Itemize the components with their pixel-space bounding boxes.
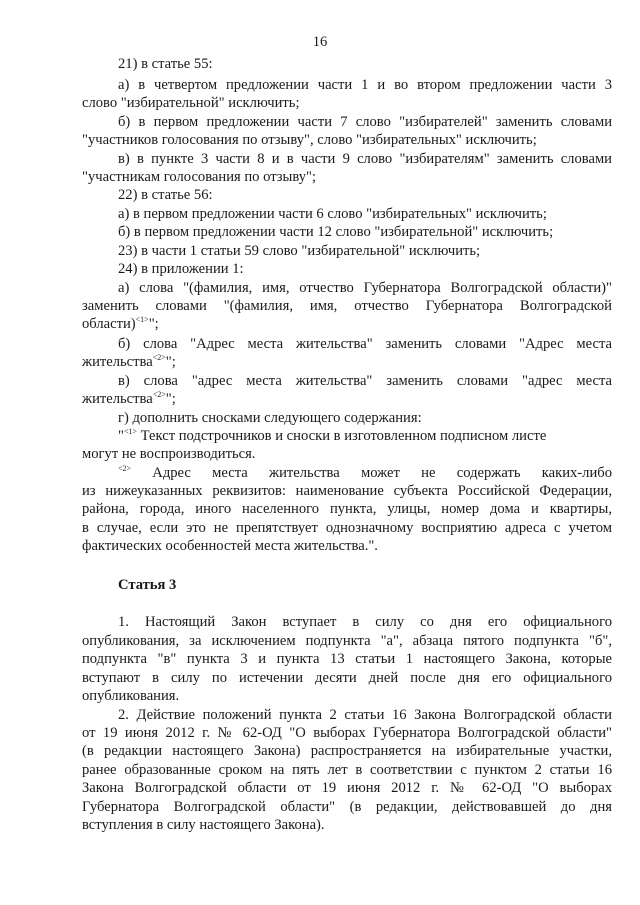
text-line: вступают в силу по истечении десяти дней после дня его официального [82, 670, 612, 686]
text-fragment: "; [148, 316, 159, 332]
text-fragment: жительства [82, 354, 153, 370]
text-line [82, 354, 612, 372]
footnote-mark: <1> [135, 315, 149, 324]
text-line: в) в пункте 3 части 8 и в части 9 слово "избирателям" заменить словами [118, 151, 612, 167]
text-fragment: Текст подстрочников и сноски в изготовленном подписном листе [137, 428, 547, 444]
footnote-mark: <2> [118, 464, 132, 473]
text-line: "участников голосования по отзыву", слово "избирательных" исключить; [82, 132, 537, 148]
text-fragment: Адрес места жительства может не содержать каких-либо [131, 465, 612, 481]
text-line: 22) в статье 56: [118, 187, 213, 203]
text-line: Закона Волгоградской области от 19 июня 2012 г. № 62-ОД "О выборах [82, 780, 612, 796]
text-line [82, 391, 612, 409]
text-line: опубликования, за исключением подпункта "а", абзаца пятого подпункта "б", [82, 633, 612, 649]
text-line: в случае, если это не препятствует однозначному восприятию адреса с учетом [82, 520, 612, 536]
text-line: в) слова "адрес места жительства" заменить словами "адрес места [118, 373, 612, 389]
text-line: 24) в приложении 1: [118, 261, 244, 277]
text-fragment: области) [82, 316, 136, 332]
text-line: 23) в части 1 статьи 59 слово "избирательной" исключить; [118, 243, 481, 259]
page-number: 16 [312, 34, 328, 50]
footnote-mark: <2> [152, 353, 166, 362]
text-line: из нижеуказанных реквизитов: наименование субъекта Российской Федерации, [82, 483, 612, 499]
text-line: слово "избирательной" исключить; [82, 95, 300, 111]
footnote-mark: <1> [123, 427, 137, 436]
text-line: подпункта "в" пункта 3 и пункта 13 статьи 1 настоящего Закона, которые [82, 651, 612, 667]
text-line: Губернатора Волгоградской области" (в редакции, действовавшей до дня [82, 799, 612, 815]
text-line [118, 428, 612, 446]
text-line: фактических особенностей места жительства.". [82, 538, 378, 554]
text-line: (в редакции настоящего Закона) распространяется на избирательные участки, [82, 743, 612, 759]
text-line: б) в первом предложении части 12 слово "избирательной" исключить; [118, 224, 554, 240]
text-line: 1. Настоящий Закон вступает в силу со дня его официального [118, 614, 612, 630]
text-line: вступления в силу настоящего Закона). [82, 817, 325, 833]
text-line: заменить словами "(фамилия, имя, отчество Губернатора Волгоградской [82, 298, 612, 314]
text-line: а) в первом предложении части 6 слово "избирательных" исключить; [118, 206, 547, 222]
text-line: ранее образованные сроком на пять лет в соответствии с пунктом 2 статьи 16 [82, 762, 612, 778]
text-line: а) в четвертом предложении части 1 и во втором предложении части 3 [118, 77, 612, 93]
text-line: г) дополнить сносками следующего содержания: [118, 410, 422, 426]
text-fragment: " [118, 428, 124, 444]
text-line: б) слова "Адрес места жительства" заменить словами "Адрес места [118, 336, 612, 352]
text-line: "участникам голосования по отзыву"; [82, 169, 317, 185]
text-line [82, 316, 612, 334]
article-heading: Статья 3 [118, 577, 177, 593]
text-line: района, города, иного населенного пункта, улицы, номер дома и квартиры, [82, 501, 612, 517]
text-fragment: "; [165, 354, 176, 370]
text-line: 2. Действие положений пункта 2 статьи 16 Закона Волгоградской области [118, 707, 612, 723]
text-line: от 19 июня 2012 г. № 62-ОД "О выборах Губернатора Волгоградской области" [82, 725, 612, 741]
text-fragment: "; [165, 391, 176, 407]
text-line: б) в первом предложении части 7 слово "избирателей" заменить словами [118, 114, 612, 130]
text-line [118, 465, 612, 483]
text-line: 21) в статье 55: [118, 56, 213, 72]
text-line: а) слова "(фамилия, имя, отчество Губернатора Волгоградской области)" [118, 280, 612, 296]
footnote-mark: <2> [152, 390, 166, 399]
text-line: опубликования. [82, 688, 180, 704]
text-fragment: жительства [82, 391, 153, 407]
text-line: могут не воспроизводиться. [82, 446, 256, 462]
